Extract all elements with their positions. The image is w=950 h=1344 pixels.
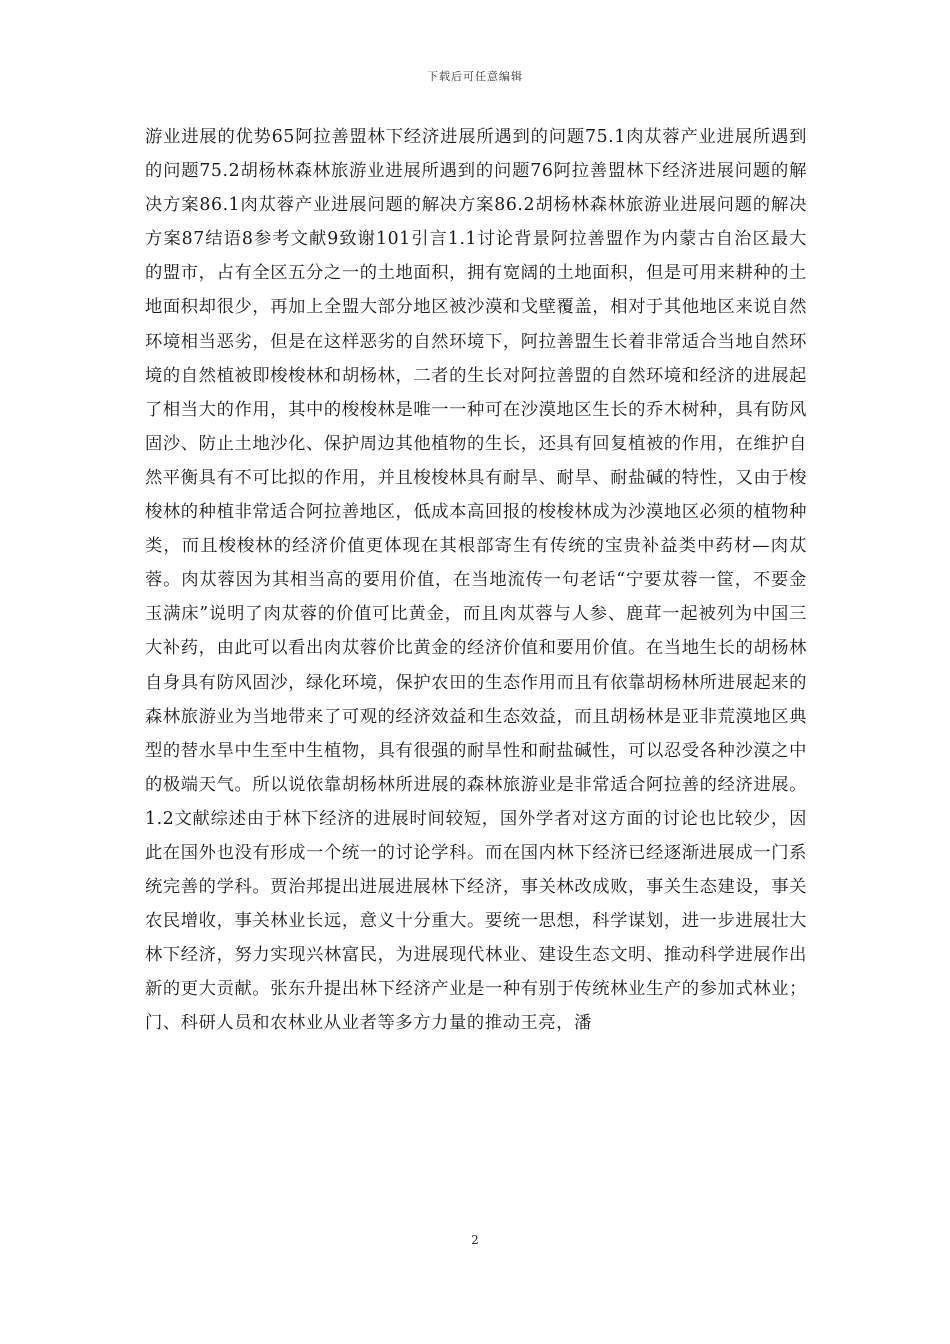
page-number: 2 [471,1233,479,1247]
page-header: 下载后可任意编辑 [427,70,523,83]
body-paragraph: 游业进展的优势65阿拉善盟林下经济进展所遇到的问题75.1肉苁蓉产业进展所遇到的问题75.2胡杨林森林旅游业进展所遇到的问题76阿拉善盟林下经济进展问题的解决方案86.1肉苁蓉产业进展问题的解决方案86.2胡杨林森林旅游业进展问题的解决方案87结语8参考文献9致谢101引言1.1讨论背景阿拉善盟作为内蒙古自治区最大的盟市，占有全区五分之一的土地面积，拥有宽阔的土地面积，但是可用来耕种的土地面积却很少，再加上全盟大部分地区被沙漠和戈壁覆盖，相对于其他地区来说自然环境相当恶劣，但是在这样恶劣的自然环境下，阿拉善盟生长着非常适合当地自然环境的自然植被即梭梭林和胡杨林，二者的生长对阿拉善盟的自然环境和经济的进展起了相当大的作用，其中的梭梭林是唯一一种可在沙漠地区生长的乔木树种，具有防风固沙、防止土地沙化、保护周边其他植物的生长，还具有回复植被的作用，在维护自然平衡具有不可比拟的作用，并且梭梭林具有耐旱、耐旱、耐盐碱的特性，又由于梭梭林的种植非常适合阿拉善地区，低成本高回报的梭梭林成为沙漠地区必须的植物种类，而且梭梭林的经济价值更体现在其根部寄生有传统的宝贵补益类中药材—肉苁蓉。肉苁蓉因为其相当高的要用价值，在当地流传一句老话“宁要苁蓉一筐，不要金玉满床”说明了肉苁蓉的价值可比黄金，而且肉苁蓉与人参、鹿茸一起被列为中国三大补药，由此可以看出肉苁蓉价比黄金的经济价值和要用价值。在当地生长的胡杨林自身具有防风固沙，绿化环境，保护农田的生态作用而且有依靠胡杨林所进展起来的森林旅游业为当地带来了可观的经济效益和生态效益，而且胡杨林是亚非荒漠地区典型的替水旱中生至中生植物，具有很强的耐旱性和耐盐碱性，可以忍受各种沙漠之中的极端天气。所以说依靠胡杨林所进展的森林旅游业是非常适合阿拉善的经济进展。1.2文献综述由于林下经济的进展时间较短，国外学者对这方面的讨论也比较少，因此在国外也没有形成一个统一的讨论学科。而在国内林下经济已经逐渐进展成一门系统完善的学科。贾治邦提出进展进展林下经济，事关林改成败，事关生态建设，事关农民增收，事关林业长远，意义十分重大。要统一思想，科学谋划，进一步进展壮大林下经济，努力实现兴林富民，为进展现代林业、建设生态文明、推动科学进展作出新的更大贡献。张东升提出林下经济产业是一种有别于传统林业生产的参加式林业；门、科研人员和农林业从业者等多方力量的推动王亮，潘 [145,127,807,1034]
